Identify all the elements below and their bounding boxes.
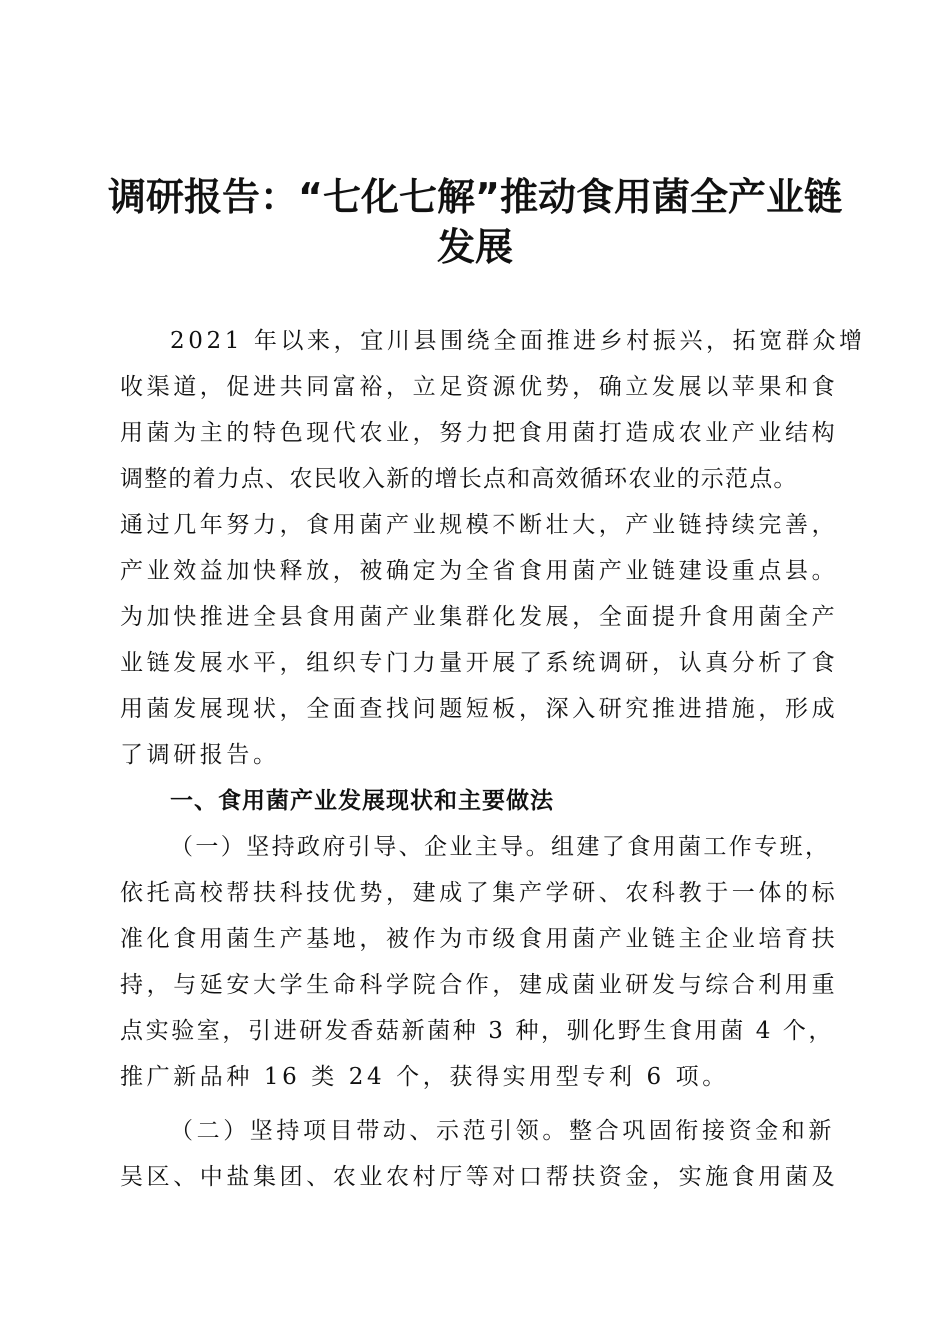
paragraph-section-2 xyxy=(120,1108,839,1200)
text-line: 为加快推进全县食用菌产业集群化发展，全面提升食用菌全产 xyxy=(120,604,839,630)
text-line: 2021 年以来，宜川县围绕全面推进乡村振兴，拓宽群众增 xyxy=(170,328,866,354)
title-line-1: 调研报告：“七化七解”推动食用菌全产业链 xyxy=(108,175,842,219)
section-heading: 一、食用菌产业发展现状和主要做法 xyxy=(170,788,554,814)
paragraph-section-1 xyxy=(120,824,839,1100)
text-line: 点实验室，引进研发香菇新菌种 3 种，驯化野生食用菌 4 个， xyxy=(120,1018,835,1044)
text-line: 用菌发展现状，全面查找问题短板，深入研究推进措施，形成 xyxy=(120,696,839,722)
text-line: 依托高校帮扶科技优势，建成了集产学研、农科教于一体的标 xyxy=(120,880,839,906)
text-line: （二）坚持项目带动、示范引领。整合巩固衔接资金和新 xyxy=(170,1118,835,1144)
text-line: 持，与延安大学生命科学院合作，建成菌业研发与综合利用重 xyxy=(120,972,839,998)
text-line: 准化食用菌生产基地，被作为市级食用菌产业链主企业培育扶 xyxy=(120,926,839,952)
text-line: （一）坚持政府引导、企业主导。组建了食用菌工作专班， xyxy=(170,834,831,860)
text-line: 产业效益加快释放，被确定为全省食用菌产业链建设重点县。 xyxy=(120,558,839,584)
text-line: 吴区、中盐集团、农业农村厅等对口帮扶资金，实施食用菌及 xyxy=(120,1164,839,1190)
paragraph-intro xyxy=(120,318,866,778)
title-line-2: 发展 xyxy=(436,225,513,269)
text-line: 通过几年努力，食用菌产业规模不断壮大，产业链持续完善， xyxy=(120,512,839,538)
document-body xyxy=(120,318,866,1200)
text-line: 推广新品种 16 类 24 个，获得实用型专利 6 项。 xyxy=(120,1064,729,1090)
document-title xyxy=(100,172,850,272)
text-line: 了调研报告。 xyxy=(120,742,280,768)
text-line: 业链发展水平，组织专门力量开展了系统调研，认真分析了食 xyxy=(120,650,839,676)
text-line: 收渠道，促进共同富裕，立足资源优势，确立发展以苹果和食 xyxy=(120,374,839,400)
text-line: 用菌为主的特色现代农业，努力把食用菌打造成农业产业结构 xyxy=(120,420,839,446)
paragraph-gap xyxy=(120,1100,826,1108)
text-line: 调整的着力点、农民收入新的增长点和高效循环农业的示范点。 xyxy=(120,466,798,492)
